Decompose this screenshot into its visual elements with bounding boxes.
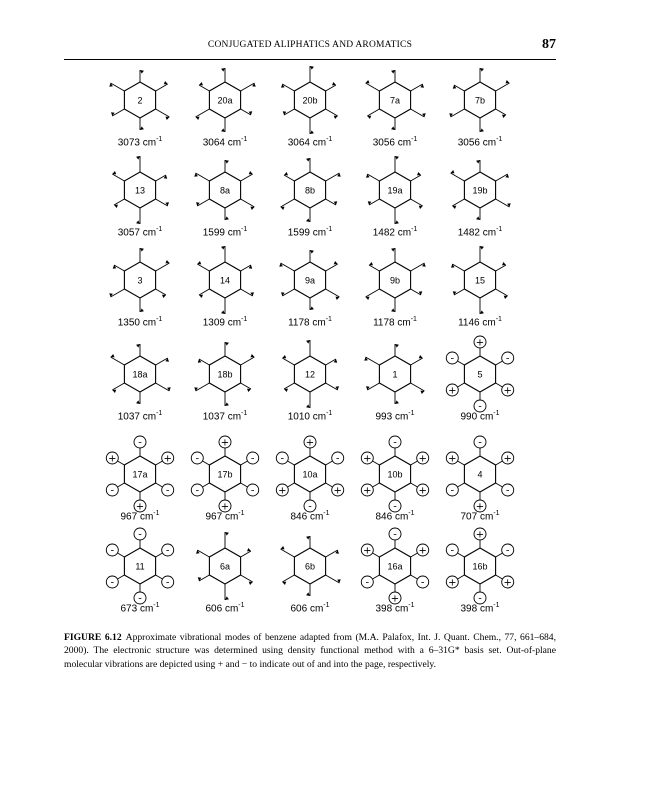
displacement-arrow [480, 68, 484, 72]
ch-bond [196, 173, 210, 181]
displacement-arrow [221, 246, 225, 250]
displacement-arrow [284, 389, 288, 392]
ch-bond [451, 173, 465, 181]
mode-label: 9a [304, 275, 316, 286]
figure-label: FIGURE 6.12 [64, 632, 122, 643]
mode-diagram [425, 336, 535, 413]
mode-label: 16a [387, 561, 403, 572]
ch-bond [411, 109, 425, 117]
displacement-arrow [282, 355, 286, 358]
displacement-arrow [164, 81, 168, 84]
ch-bond [284, 383, 294, 389]
displacement-arrow [369, 262, 373, 265]
displacement-arrow [306, 340, 310, 344]
ch-bond [366, 289, 380, 297]
displacement-arrow [114, 205, 118, 208]
ch-bond [199, 289, 209, 295]
minus-sign: - [250, 485, 255, 497]
displacement-arrow [140, 70, 144, 74]
plus-sign: + [503, 577, 512, 589]
mode-label: 20a [217, 95, 233, 106]
displacement-arrow [310, 250, 314, 254]
mode-label: 10b [387, 469, 403, 480]
mode-frequency: 398 $cm^{-1}$ [375, 602, 415, 615]
mode-label: 8b [304, 185, 316, 196]
mode-19b [425, 152, 535, 242]
mode-frequency: 1178 $cm^{-1}$ [373, 316, 417, 329]
mode-label: 9b [389, 275, 401, 286]
mode-frequency: 1309 $cm^{-1}$ [202, 316, 248, 329]
ch-bond [411, 84, 423, 91]
ch-bond [326, 550, 338, 557]
mode-diagram [425, 528, 535, 605]
displacement-arrow [504, 296, 508, 299]
minus-sign: - [505, 485, 510, 497]
mode-label: 12 [304, 369, 316, 380]
displacement-arrow [502, 115, 506, 118]
mode-label: 2 [137, 95, 143, 106]
minus-sign: - [165, 577, 170, 589]
ch-bond [284, 175, 294, 181]
ch-bond [326, 383, 338, 390]
minus-sign: - [110, 485, 115, 497]
displacement-arrow [367, 116, 371, 119]
displacement-arrow [140, 308, 144, 312]
minus-sign: - [308, 501, 312, 513]
minus-sign: - [505, 353, 510, 365]
displacement-arrow [112, 171, 116, 174]
ch-bond [282, 575, 294, 582]
ch-bond [241, 575, 253, 582]
displacement-arrow [225, 532, 229, 536]
ch-bond [156, 109, 170, 117]
mode-frequency: 1350 $cm^{-1}$ [117, 316, 163, 329]
minus-sign: - [280, 453, 285, 465]
displacement-arrow [451, 170, 455, 173]
ch-bond [111, 357, 125, 365]
displacement-arrow [140, 126, 144, 130]
displacement-arrow [480, 310, 484, 314]
plus-sign: + [305, 437, 315, 449]
mode-frequency: 990 $cm^{-1}$ [460, 410, 500, 423]
ch-bond [367, 109, 379, 116]
mode-label: 11 [135, 561, 145, 572]
minus-sign: - [138, 529, 142, 541]
ch-bond [326, 264, 338, 271]
ch-bond [156, 84, 168, 91]
displacement-arrow [366, 297, 370, 300]
plus-sign: + [418, 485, 427, 497]
mode-frequency: 3064 $cm^{-1}$ [287, 136, 333, 149]
displacement-arrow [419, 206, 423, 209]
displacement-arrow [502, 262, 506, 265]
displacement-arrow [221, 128, 225, 132]
ch-bond [496, 109, 506, 115]
displacement-arrow [366, 80, 370, 83]
mode-16b [425, 528, 535, 618]
ch-bond [451, 109, 465, 117]
ch-bond [197, 199, 209, 206]
ch-bond [496, 265, 506, 271]
displacement-arrow [250, 207, 254, 210]
ch-bond [326, 575, 340, 583]
mode-frequency: 846 $cm^{-1}$ [290, 510, 330, 523]
plus-sign: + [475, 501, 485, 513]
displacement-arrow [249, 171, 253, 174]
displacement-arrow [310, 130, 314, 134]
mode-label: 8a [219, 185, 231, 196]
displacement-arrow [136, 220, 140, 224]
mode-label: 18a [132, 369, 148, 380]
ch-bond [326, 85, 336, 91]
displacement-arrow [306, 592, 310, 596]
displacement-arrow [196, 117, 200, 120]
ch-bond [241, 83, 255, 91]
displacement-arrow [225, 596, 229, 600]
ch-bond [452, 264, 464, 271]
displacement-arrow [480, 128, 484, 132]
minus-sign: - [505, 545, 510, 557]
minus-sign: - [450, 545, 455, 557]
mode-label: 5 [477, 369, 483, 380]
displacement-arrow [306, 218, 310, 222]
minus-sign: - [110, 577, 115, 589]
mode-label: 7a [389, 95, 401, 106]
ch-bond [496, 83, 510, 91]
displacement-arrow [136, 400, 140, 404]
ch-bond [411, 358, 423, 365]
ch-bond [111, 289, 125, 297]
displacement-arrow [306, 158, 310, 162]
mode-diagram [425, 62, 535, 134]
ch-bond [241, 383, 251, 389]
displacement-arrow [111, 354, 115, 357]
displacement-arrow [199, 295, 203, 298]
plus-sign: + [135, 501, 145, 513]
mode-label: 3 [137, 275, 143, 286]
mode-label: 17b [217, 469, 233, 480]
mode-7b [425, 62, 535, 152]
mode-frequency: 1482 $cm^{-1}$ [457, 226, 503, 239]
displacement-arrow [136, 156, 140, 160]
ch-bond [156, 199, 168, 206]
mode-15 [425, 242, 535, 332]
running-title: CONJUGATED ALIPHATICS AND AROMATICS [207, 40, 413, 50]
minus-sign: - [195, 485, 200, 497]
mode-frequency: 673 $cm^{-1}$ [120, 602, 160, 615]
plus-sign: + [220, 437, 230, 449]
displacement-arrow [419, 355, 423, 358]
displacement-arrow [310, 66, 314, 70]
displacement-arrow [162, 295, 166, 298]
plus-sign: + [448, 577, 457, 589]
minus-sign: - [478, 401, 482, 413]
minus-sign: - [250, 453, 255, 465]
mode-label: 14 [219, 275, 231, 286]
ch-bond [369, 265, 379, 271]
ch-bond [367, 383, 379, 390]
page-number: 87 [542, 37, 556, 52]
minus-sign: - [138, 437, 142, 449]
minus-sign: - [138, 593, 142, 605]
ch-bond [326, 289, 340, 297]
ch-bond [452, 199, 464, 206]
mode-frequency: 1010 $cm^{-1}$ [287, 410, 333, 423]
displacement-arrow [284, 172, 288, 175]
ch-bond [156, 383, 170, 391]
ch-bond [411, 383, 425, 391]
plus-sign: + [363, 545, 372, 557]
minus-sign: - [165, 485, 170, 497]
mode-frequency: 993 $cm^{-1}$ [375, 410, 415, 423]
displacement-arrow [136, 344, 140, 348]
plus-sign: + [418, 545, 427, 557]
displacement-arrow [476, 216, 480, 220]
ch-bond [282, 84, 294, 91]
minus-sign: - [478, 437, 482, 449]
mode-frequency: 967 $cm^{-1}$ [205, 510, 245, 523]
displacement-arrow [165, 260, 169, 263]
mode-label: 15 [474, 275, 486, 286]
mode-frequency: 1037 $cm^{-1}$ [202, 410, 248, 423]
figure-caption [64, 631, 556, 671]
minus-sign: - [110, 545, 115, 557]
mode-frequency: 1146 $cm^{-1}$ [458, 316, 502, 329]
ch-bond [241, 199, 255, 207]
displacement-arrow [225, 216, 229, 220]
displacement-arrow [332, 82, 336, 85]
mode-frequency: 606 $cm^{-1}$ [290, 602, 330, 615]
ch-bond [112, 383, 124, 390]
ch-bond [326, 109, 338, 116]
displacement-arrow [250, 354, 254, 357]
displacement-arrow [452, 206, 456, 209]
mode-diagram [425, 242, 535, 314]
displacement-arrow [480, 246, 484, 250]
ch-bond [281, 549, 295, 557]
ch-bond [281, 199, 295, 207]
displacement-arrow [391, 308, 395, 312]
caption-text: Approximate vibrational modes of benzene adapted from (M.A. Palafox, Int. J. Quant. Chem., 77, 661–684, 2000). The electronic structure was determined using density functional method with a 6–31G* basis set. Out-of-plane molecular vibrations are depicted using + and − to indicate out of and into the page, respectively. [64, 632, 557, 670]
displacement-arrow [165, 117, 169, 120]
displacement-arrow [395, 400, 399, 404]
mode-label: 6b [304, 561, 316, 572]
displacement-arrow [395, 344, 399, 348]
plus-sign: + [503, 453, 512, 465]
mode-label: 4 [477, 469, 483, 480]
displacement-arrow [306, 404, 310, 408]
displacement-arrow [420, 391, 424, 394]
displacement-arrow [249, 582, 253, 585]
ch-bond [367, 174, 379, 181]
mode-label: 13 [134, 185, 146, 196]
plus-sign: + [363, 485, 372, 497]
mode-label: 10a [302, 469, 318, 480]
displacement-arrow [505, 80, 509, 83]
ch-bond [411, 199, 423, 206]
minus-sign: - [335, 453, 340, 465]
mode-frequency: 707 $cm^{-1}$ [460, 510, 500, 523]
ch-bond [156, 289, 166, 295]
ch-bond [112, 109, 124, 116]
mode-frequency: 398 $cm^{-1}$ [460, 602, 500, 615]
mode-frequency: 1482 $cm^{-1}$ [372, 226, 418, 239]
minus-sign: - [165, 545, 170, 557]
mode-label: 20b [302, 95, 318, 106]
plus-sign: + [503, 385, 512, 397]
mode-frequency: 3056 $cm^{-1}$ [457, 136, 503, 149]
displacement-arrow [247, 548, 251, 551]
mode-label: 18b [217, 369, 233, 380]
displacement-arrow [335, 297, 339, 300]
mode-frequency: 1599 $cm^{-1}$ [287, 226, 333, 239]
mode-frequency: 1037 $cm^{-1}$ [117, 410, 163, 423]
plus-sign: + [220, 501, 230, 513]
displacement-arrow [391, 126, 395, 130]
ch-bond [241, 551, 251, 557]
minus-sign: - [420, 577, 425, 589]
ch-bond [241, 174, 253, 181]
displacement-arrow [417, 172, 421, 175]
mode-label: 6a [219, 561, 231, 572]
ch-bond [197, 264, 209, 271]
mode-5 [425, 336, 535, 426]
mode-label: 1 [392, 369, 398, 380]
mode-4 [425, 436, 535, 526]
plus-sign: + [278, 485, 287, 497]
mode-label: 7b [474, 95, 486, 106]
displacement-arrow [225, 402, 229, 406]
minus-sign: - [393, 501, 397, 513]
ch-bond [196, 383, 210, 391]
displacement-arrow [395, 156, 399, 160]
ch-bond [199, 85, 209, 91]
displacement-arrow [221, 310, 225, 314]
ch-bond [196, 109, 210, 117]
displacement-arrow [199, 82, 203, 85]
plus-sign: + [390, 593, 400, 605]
ch-bond [366, 83, 380, 91]
ch-bond [496, 174, 508, 181]
displacement-arrow [282, 582, 286, 585]
mode-frequency: 846 $cm^{-1}$ [375, 510, 415, 523]
plus-sign: + [448, 385, 457, 397]
ch-bond [411, 175, 421, 181]
displacement-arrow [281, 207, 285, 210]
minus-sign: - [393, 437, 397, 449]
displacement-arrow [247, 389, 251, 392]
mode-frequency: 3056 $cm^{-1}$ [372, 136, 418, 149]
displacement-arrow [334, 116, 338, 119]
mode-frequency: 3064 $cm^{-1}$ [202, 136, 248, 149]
displacement-arrow [391, 70, 395, 74]
plus-sign: + [163, 453, 172, 465]
ch-bond [112, 174, 124, 181]
mode-label: 17a [132, 469, 148, 480]
displacement-arrow [281, 546, 285, 549]
minus-sign: - [393, 529, 397, 541]
plus-sign: + [475, 529, 485, 541]
displacement-arrow [395, 220, 399, 224]
mode-diagram [425, 152, 535, 224]
plus-sign: + [363, 453, 372, 465]
mode-label: 16b [472, 561, 488, 572]
displacement-arrow [140, 248, 144, 252]
ch-bond [156, 358, 168, 365]
displacement-arrow [112, 390, 116, 393]
ch-bond [241, 289, 253, 296]
plus-sign: + [475, 337, 485, 349]
ch-bond [197, 550, 209, 557]
ch-bond [241, 357, 255, 365]
minus-sign: - [478, 593, 482, 605]
ch-bond [114, 199, 124, 205]
displacement-arrow [310, 306, 314, 310]
mode-frequency: 1599 $cm^{-1}$ [202, 226, 248, 239]
displacement-arrow [225, 160, 229, 164]
mode-label: 19b [472, 185, 488, 196]
mode-label: 19a [387, 185, 403, 196]
mode-frequency: 3073 $cm^{-1}$ [117, 136, 163, 149]
displacement-arrow [334, 261, 338, 264]
minus-sign: - [450, 485, 455, 497]
plus-sign: + [418, 453, 427, 465]
displacement-arrow [221, 68, 225, 72]
mode-diagram [425, 436, 535, 513]
ch-bond [496, 289, 508, 296]
minus-sign: - [195, 453, 200, 465]
ch-bond [411, 263, 425, 271]
ch-bond [282, 289, 294, 296]
displacement-arrow [476, 160, 480, 164]
displacement-arrow [306, 536, 310, 540]
plus-sign: + [333, 485, 342, 497]
minus-sign: - [365, 577, 370, 589]
displacement-arrow [197, 261, 201, 264]
ch-bond [496, 199, 510, 207]
minus-sign: - [450, 353, 455, 365]
ch-bond [156, 263, 170, 271]
mode-frequency: 967 $cm^{-1}$ [120, 510, 160, 523]
ch-bond [366, 357, 380, 365]
ch-bond [281, 263, 295, 271]
mode-frequency: 3057 $cm^{-1}$ [117, 226, 163, 239]
ch-bond [282, 358, 294, 365]
plus-sign: + [448, 453, 457, 465]
plus-sign: + [108, 453, 117, 465]
ch-bond [111, 83, 125, 91]
ch-bond [326, 173, 340, 181]
displacement-arrow [391, 248, 395, 252]
displacement-arrow [225, 342, 229, 346]
mode-frequency: 606 $cm^{-1}$ [205, 602, 245, 615]
mode-frequency: 1178 $cm^{-1}$ [288, 316, 332, 329]
